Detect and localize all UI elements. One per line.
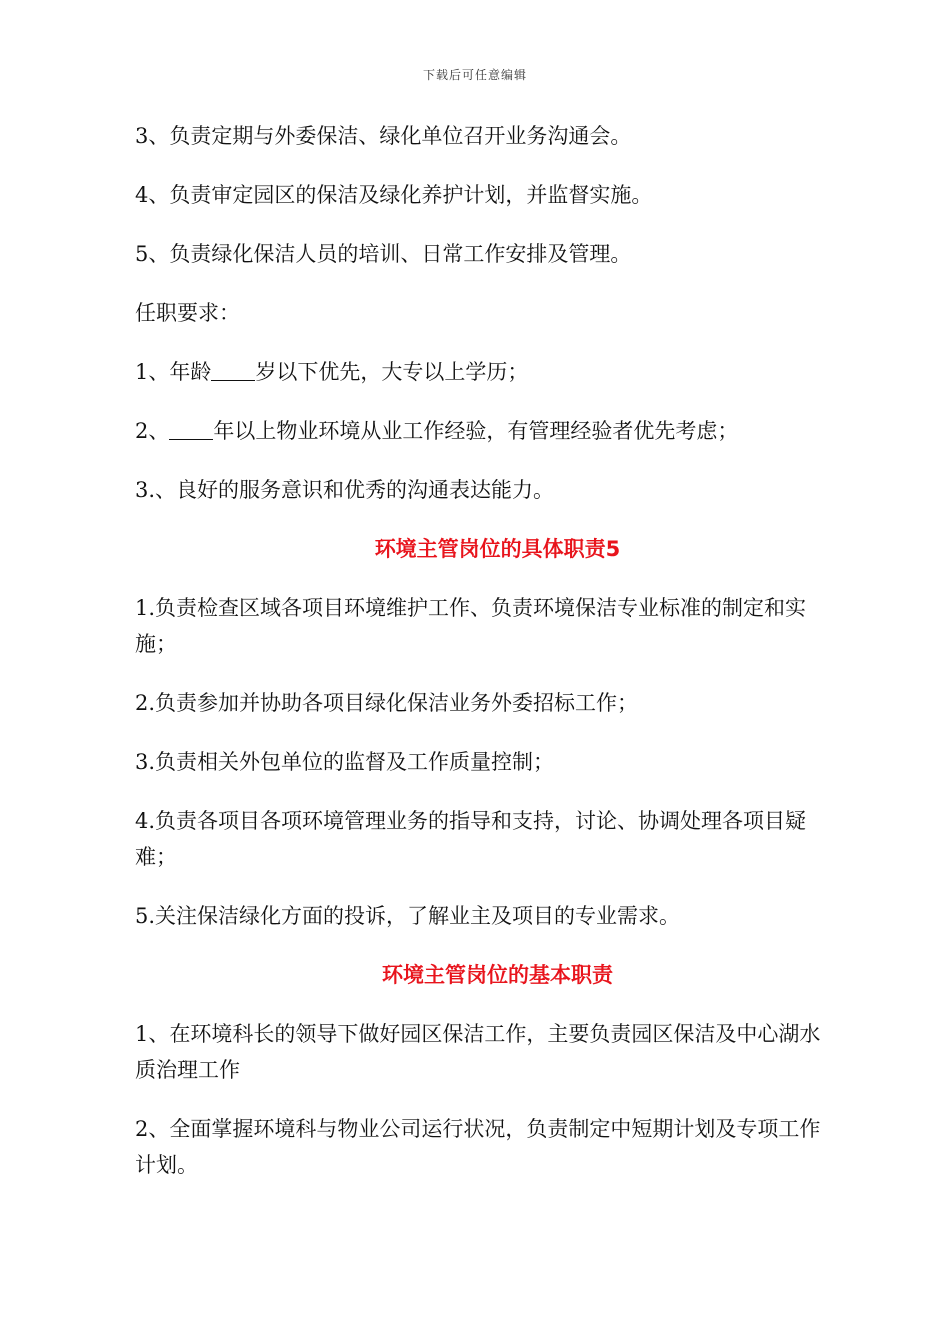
section-heading-specific-duties: 环境主管岗位的具体职责5: [374, 537, 621, 561]
blank-line: [169, 419, 213, 440]
section5-item-1: 1.负责检查区域各项目环境维护工作、负责环境保洁专业标准的制定和实: [135, 596, 807, 620]
duty-item-5: 5、负责绿化保洁人员的培训、日常工作安排及管理。: [135, 242, 632, 266]
requirement-1-prefix: 1、年龄: [135, 360, 212, 384]
basic-item-1-continued: 质治理工作: [135, 1058, 240, 1082]
requirement-2: [135, 413, 860, 449]
requirement-2-prefix: 2、: [135, 419, 170, 443]
section-heading-basic-duties: 环境主管岗位的基本职责: [382, 963, 613, 987]
requirement-2-suffix: 年以上物业环境从业工作经验，有管理经验者优先考虑；: [213, 419, 739, 443]
document-body: [135, 118, 860, 1183]
requirement-1-suffix: 岁以下优先，大专以上学历；: [255, 360, 529, 384]
blank-line: [211, 360, 255, 381]
requirement-3: 3.、良好的服务意识和优秀的沟通表达能力。: [135, 478, 555, 502]
section5-item-3: 3.负责相关外包单位的监督及工作质量控制；: [135, 750, 555, 774]
requirement-1: [135, 354, 860, 390]
section5-item-4: 4.负责各项目各项环境管理业务的指导和支持，讨论、协调处理各项目疑: [135, 809, 807, 833]
section5-item-5: 5.关注保洁绿化方面的投诉，了解业主及项目的专业需求。: [135, 904, 681, 928]
duty-item-4: 4、负责审定园区的保洁及绿化养护计划，并监督实施。: [135, 183, 653, 207]
requirements-title: 任职要求：: [135, 301, 240, 325]
duty-item-3: 3、负责定期与外委保洁、绿化单位召开业务沟通会。: [135, 124, 632, 148]
basic-item-2-continued: 计划。: [135, 1153, 198, 1177]
basic-item-1: 1、在环境科长的领导下做好园区保洁工作，主要负责园区保洁及中心湖水: [135, 1022, 821, 1046]
section5-item-4-continued: 难；: [135, 845, 177, 869]
section5-item-2: 2.负责参加并协助各项目绿化保洁业务外委招标工作；: [135, 691, 639, 715]
section5-item-1-continued: 施；: [135, 632, 177, 656]
basic-item-2: 2、全面掌握环境科与物业公司运行状况，负责制定中短期计划及专项工作: [135, 1117, 821, 1141]
header-note: 下载后可任意编辑: [422, 68, 527, 82]
